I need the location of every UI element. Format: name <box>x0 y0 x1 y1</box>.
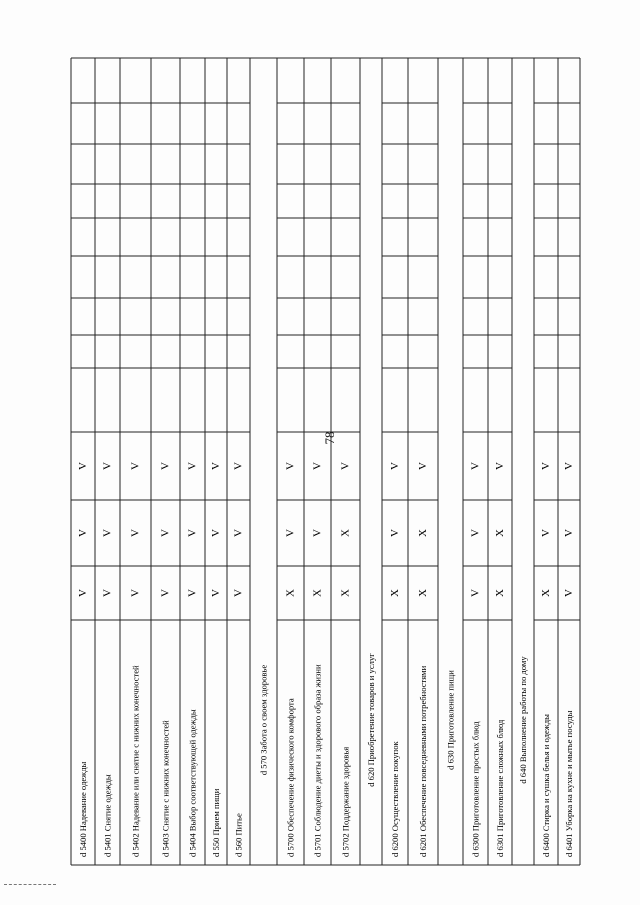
row-label: d 6200 Осуществление покупок <box>390 741 400 857</box>
row-label: d 5403 Снятие с нижних конечностей <box>160 720 171 857</box>
assessment-mark: V <box>129 529 142 537</box>
assessment-mark: V <box>77 529 89 537</box>
assessment-mark: V <box>540 462 552 470</box>
assessment-mark: V <box>210 529 222 537</box>
assessment-mark: V <box>186 462 199 470</box>
assessment-mark: V <box>563 529 575 537</box>
assessment-mark: V <box>129 462 142 470</box>
row-label: d 5700 Обеспечение физического комфорта <box>285 698 296 857</box>
section-label: d 640 Выполнение работы по дому <box>518 656 528 784</box>
assessment-mark: V <box>284 462 297 470</box>
assessment-mark: V <box>284 529 297 537</box>
assessment-mark: X <box>339 589 352 597</box>
assessment-mark: V <box>339 462 352 470</box>
row-label: d 6400 Стирка и сушка белья и одежды <box>541 714 551 857</box>
assessment-mark: X <box>339 529 352 537</box>
assessment-mark: V <box>563 462 575 470</box>
assessment-mark: X <box>417 589 429 597</box>
assessment-mark: X <box>389 589 401 597</box>
assessment-mark: V <box>469 589 482 597</box>
row-label: d 550 Прием пищи <box>211 788 221 857</box>
assessment-mark: X <box>540 589 552 597</box>
row-label: d 5400 Надевание одежды <box>78 761 88 857</box>
row-label: d 5404 Выбор соответствующей одежды <box>187 709 198 857</box>
assessment-mark: V <box>469 462 482 470</box>
section-label: d 630 Приготовление пищи <box>445 670 456 770</box>
assessment-mark: X <box>417 529 429 537</box>
assessment-mark: V <box>159 462 172 470</box>
assessment-mark: V <box>101 589 114 597</box>
row-label: d 6300 Приготовление простых блюд <box>470 721 481 857</box>
assessment-mark: X <box>311 589 324 597</box>
section-label: d 620 Приобретение товаров и услуг <box>366 653 376 787</box>
assessment-mark: V <box>129 589 142 597</box>
assessment-mark: V <box>389 529 401 537</box>
assessment-mark: X <box>494 589 506 597</box>
row-label: d 5401 Снятие одежды <box>102 774 113 857</box>
row-label: d 5402 Надевание или снятие с нижних конечностей <box>130 665 141 857</box>
assessment-mark: V <box>232 462 245 470</box>
row-label: d 5702 Поддержание здоровья <box>340 746 351 857</box>
scan-artifact-line <box>4 884 56 887</box>
assessment-mark: X <box>494 529 506 537</box>
row-label: d 6401 Уборка на кухне и мытье посуды <box>564 710 574 857</box>
assessment-mark: V <box>159 589 172 597</box>
assessment-mark: V <box>77 589 89 597</box>
assessment-mark: V <box>311 462 324 470</box>
assessment-mark: V <box>494 462 506 470</box>
page-number: 78 <box>322 431 337 445</box>
assessment-mark: V <box>232 529 245 537</box>
row-label: d 6301 Приготовление сложных блюд <box>495 719 505 857</box>
assessment-mark: V <box>186 529 199 537</box>
assessment-mark: V <box>159 529 172 537</box>
assessment-mark: V <box>417 462 429 470</box>
section-label: d 570 Забота о своем здоровье <box>258 664 269 776</box>
assessment-mark: V <box>232 589 245 597</box>
assessment-mark: V <box>469 529 482 537</box>
row-label: d 6201 Обеспечение повседневными потребностями <box>418 665 428 857</box>
row-label: d 5701 Соблюдение диеты и здорового образа жизни <box>312 664 323 857</box>
assessment-mark: V <box>563 589 575 597</box>
assessment-mark: V <box>77 462 89 470</box>
assessment-mark: V <box>210 462 222 470</box>
assessment-mark: V <box>101 462 114 470</box>
assessment-mark: V <box>210 589 222 597</box>
assessment-mark: X <box>284 589 297 597</box>
row-label: d 560 Питье <box>233 813 244 857</box>
assessment-mark: V <box>311 529 324 537</box>
assessment-mark: V <box>186 589 199 597</box>
assessment-mark: V <box>101 529 114 537</box>
assessment-mark: V <box>389 462 401 470</box>
assessment-mark: V <box>540 529 552 537</box>
